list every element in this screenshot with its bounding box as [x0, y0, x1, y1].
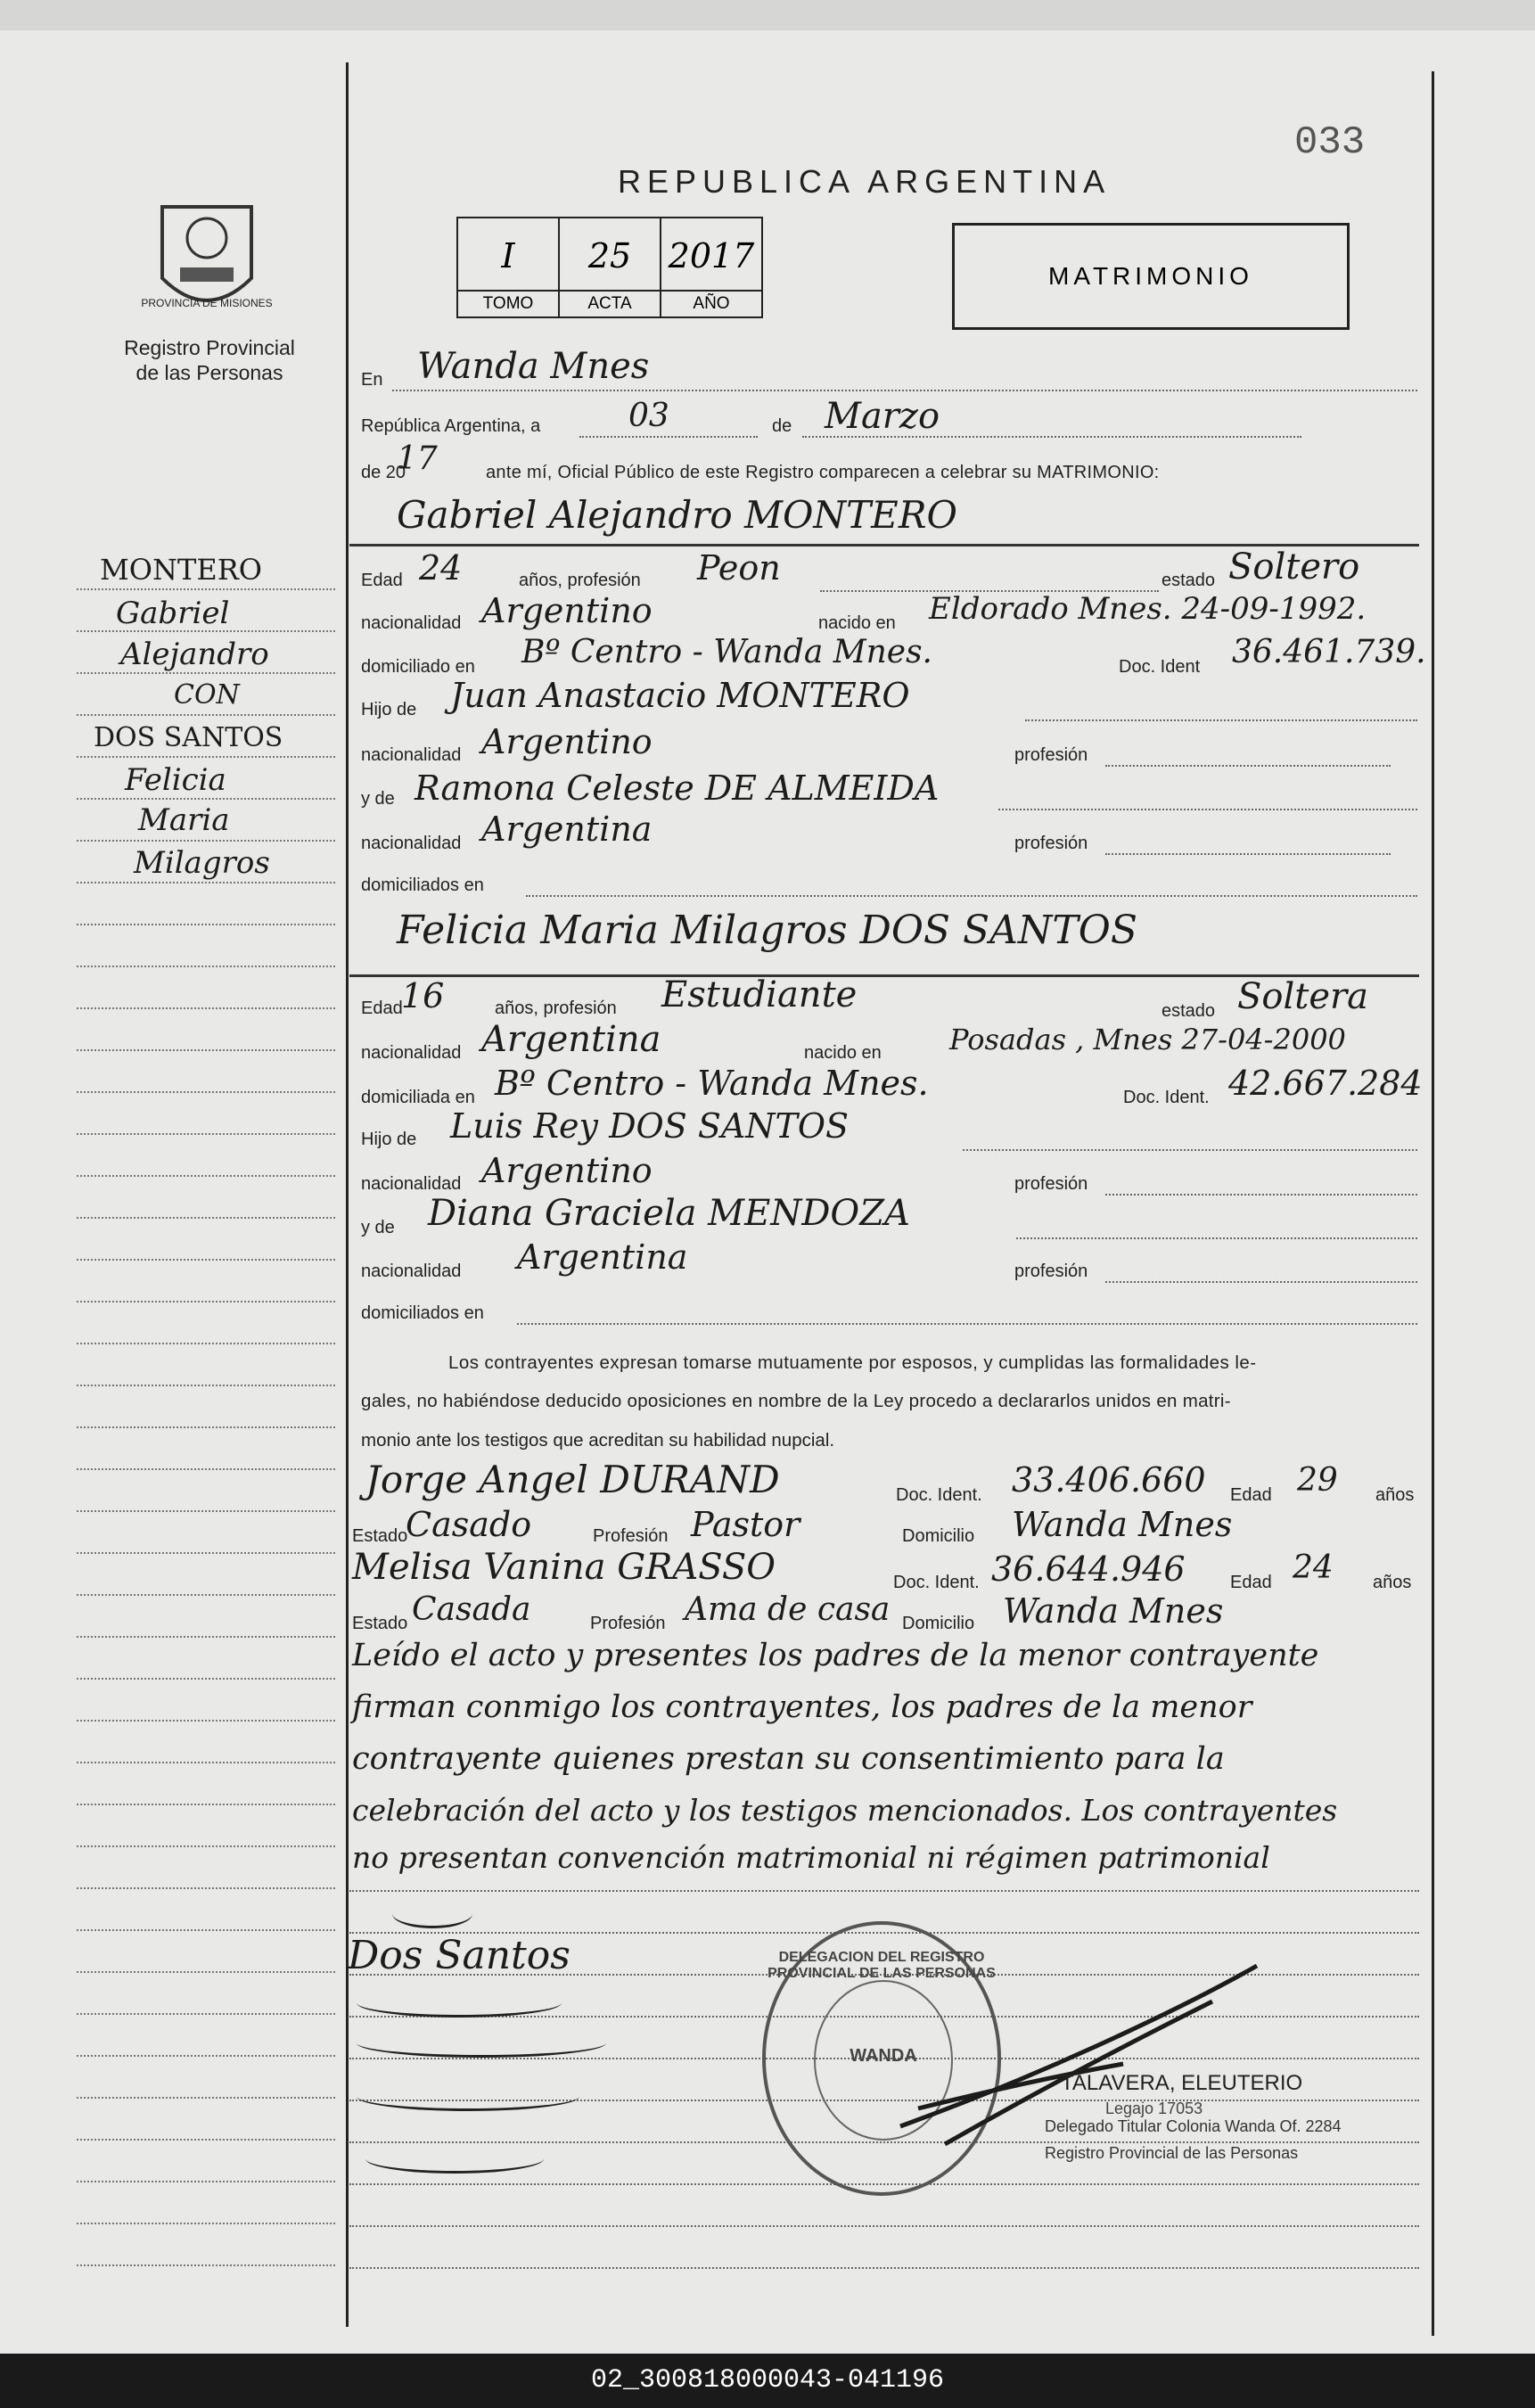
- groom-domicile: Bº Centro - Wanda Mnes.: [521, 634, 933, 670]
- groom-doc-label: Doc. Ident: [1119, 657, 1201, 677]
- acta-box: [560, 218, 661, 316]
- witness1-prof-label: Profesión: [593, 1526, 669, 1546]
- record-type-box: MATRIMONIO: [952, 223, 1350, 330]
- anio-box: [661, 218, 761, 316]
- witness2-doc-label: Doc. Ident.: [893, 1573, 980, 1592]
- bride-father-nat: Argentino: [481, 1151, 653, 1190]
- margin-ruled-line: [77, 2181, 335, 2182]
- groom-birth: Eldorado Mnes. 24-09-1992.: [929, 591, 1367, 627]
- anio-value: 2017: [668, 236, 755, 275]
- bride-mother-nat-label: nacionalidad: [361, 1262, 462, 1281]
- notes-line3: contrayente quienes prestan su consentimiento para la: [352, 1741, 1225, 1777]
- bride-name: Felicia Maria Milagros DOS SANTOS: [397, 908, 1137, 953]
- notes-line4: celebración del acto y los testigos mencionados. Los contrayentes: [352, 1793, 1338, 1828]
- acta-label: ACTA: [560, 290, 660, 316]
- groom-father-label: Hijo de: [361, 700, 417, 719]
- page-title: REPUBLICA ARGENTINA: [618, 163, 1112, 200]
- groom-status-label: estado: [1162, 571, 1216, 590]
- groom-name: Gabriel Alejandro MONTERO: [397, 493, 957, 537]
- groom-mother-prof-label: profesión: [1014, 834, 1088, 853]
- margin-ruled-line: [77, 2097, 335, 2099]
- margin-name2: Alejandro: [120, 637, 269, 672]
- witness1-name: Jorge Angel DURAND: [365, 1458, 780, 1501]
- groom-prof-label: años, profesión: [519, 571, 641, 590]
- bride-profession: Estudiante: [661, 974, 858, 1015]
- scan-id-footer: 02_300818000043-041196: [0, 2354, 1535, 2408]
- book-reference: [456, 217, 763, 318]
- groom-nationality: Argentino: [481, 591, 653, 630]
- witness1-doc-label: Doc. Ident.: [896, 1485, 982, 1505]
- signature-3: [357, 1988, 562, 2018]
- margin-ruled-line: [77, 714, 335, 716]
- bride-father-label: Hijo de: [361, 1130, 417, 1149]
- margin-ruled-line: [77, 882, 335, 883]
- margin-ruled-line: [77, 756, 335, 758]
- bride-age: 16: [401, 976, 445, 1015]
- bride-father-prof-label: profesión: [1014, 1174, 1088, 1194]
- bride-parents-dom-label: domiciliados en: [361, 1303, 484, 1323]
- margin-ruled-line: [77, 1594, 335, 1596]
- bride-father: Luis Rey DOS SANTOS: [450, 1106, 850, 1146]
- groom-mother: Ramona Celeste DE ALMEIDA: [415, 768, 940, 808]
- margin-ruled-line: [77, 1343, 335, 1344]
- notes-line5: no presentan convención matrimonial ni régimen patrimonial: [352, 1840, 1270, 1875]
- groom-parents-dom-label: domiciliados en: [361, 875, 484, 895]
- groom-age-label: Edad: [361, 571, 403, 590]
- margin-ruled-line: [77, 798, 335, 800]
- acta-value: 25: [587, 236, 632, 275]
- margin-ruled-line: [77, 1007, 335, 1009]
- bride-status: Soltera: [1237, 976, 1368, 1017]
- ruled-line: [349, 2267, 1419, 2269]
- margin-ruled-line: [77, 1845, 335, 1847]
- groom-birth-label: nacido en: [818, 613, 896, 633]
- witness2-anos-label: años: [1373, 1573, 1412, 1592]
- anio-label: AÑO: [661, 290, 761, 316]
- stamp-center: WANDA: [850, 2046, 917, 2066]
- margin-ruled-line: [77, 1426, 335, 1428]
- bride-mother-prof-label: profesión: [1014, 1262, 1088, 1281]
- bride-nat-label: nacionalidad: [361, 1043, 462, 1063]
- ruled-line: [349, 1890, 1419, 1892]
- margin-ruled-line: [77, 2264, 335, 2266]
- margin-ruled-line: [77, 1636, 335, 1638]
- agency-line1: Registro Provincial: [124, 336, 295, 359]
- margin-ruled-line: [77, 1217, 335, 1219]
- agency-line2: de las Personas: [135, 361, 283, 384]
- signature-1: [392, 1899, 472, 1928]
- notes-line2: firman conmigo los contrayentes, los padres de la menor: [352, 1689, 1252, 1725]
- marriage-day: 03: [628, 398, 669, 434]
- margin-ruled-line: [77, 1720, 335, 1722]
- bride-mother: Diana Graciela MENDOZA: [428, 1193, 910, 1234]
- groom-doc: 36.461.739.: [1232, 634, 1426, 670]
- witness1-dom-label: Domicilio: [902, 1526, 975, 1546]
- marriage-year: 17: [397, 440, 438, 477]
- margin-name5: Milagros: [134, 845, 270, 881]
- en-label: En: [361, 370, 383, 390]
- margin-ruled-line: [77, 1762, 335, 1763]
- margin-ruled-line: [77, 2223, 335, 2224]
- witness2-profession: Ama de casa: [685, 1591, 891, 1628]
- margin-ruled-line: [77, 2055, 335, 2057]
- tomo-value: I: [501, 236, 515, 275]
- margin-ruled-line: [77, 1385, 335, 1386]
- groom-age: 24: [419, 548, 463, 588]
- bride-father-nat-label: nacionalidad: [361, 1174, 462, 1194]
- margin-con: CON: [174, 679, 240, 711]
- groom-father: Juan Anastacio MONTERO: [450, 676, 910, 715]
- margin-ruled-line: [77, 1091, 335, 1093]
- margin-ruled-line: [77, 1301, 335, 1303]
- margin-ruled-line: [77, 1049, 335, 1051]
- margin-name4: Maria: [138, 802, 230, 838]
- witness2-age-label: Edad: [1230, 1573, 1272, 1592]
- witness1-status-label: Estado: [352, 1526, 408, 1546]
- witness1-profession: Pastor: [691, 1505, 800, 1544]
- marriage-month: Marzo: [825, 396, 940, 437]
- groom-mother-nat: Argentina: [481, 810, 653, 849]
- tomo-box: [458, 218, 560, 316]
- groom-mother-nat-label: nacionalidad: [361, 834, 462, 853]
- marriage-place: Wanda Mnes: [417, 346, 650, 387]
- declaration-line1: Los contrayentes expresan tomarse mutuamente por esposos, y cumplidas las formalidades le-: [448, 1352, 1257, 1373]
- groom-nat-label: nacionalidad: [361, 613, 462, 633]
- margin-ruled-line: [77, 924, 335, 925]
- witness1-status: Casado: [406, 1505, 532, 1544]
- tomo-label: TOMO: [458, 290, 558, 316]
- bride-mother-nat: Argentina: [517, 1237, 688, 1277]
- bride-age-label: Edad: [361, 999, 403, 1018]
- official-name: TALAVERA, ELEUTERIO: [1061, 2071, 1303, 2095]
- witness2-status-label: Estado: [352, 1614, 408, 1633]
- seal-text: PROVINCIA DE MISIONES: [141, 297, 273, 309]
- republica-label: República Argentina, a: [361, 416, 541, 436]
- year-prefix: de 20: [361, 463, 406, 482]
- margin-ruled-line: [77, 2139, 335, 2141]
- bride-dom-label: domiciliada en: [361, 1088, 475, 1107]
- witness2-prof-label: Profesión: [590, 1614, 666, 1633]
- margin-ruled-line: [77, 672, 335, 674]
- misiones-seal-icon: [141, 198, 273, 323]
- witness2-age: 24: [1293, 1549, 1334, 1586]
- bride-birth: Posadas , Mnes 27-04-2000: [949, 1023, 1346, 1056]
- signature-6: [365, 2144, 544, 2174]
- right-border: [1432, 71, 1434, 2336]
- witness2-domicile: Wanda Mnes: [1003, 1591, 1224, 1631]
- bride-prof-label: años, profesión: [495, 999, 617, 1018]
- margin-ruled-line: [77, 966, 335, 967]
- margin-ruled-line: [77, 1929, 335, 1931]
- groom-father-nat: Argentino: [481, 722, 653, 761]
- witness2-status: Casada: [412, 1591, 531, 1628]
- margin-ruled-line: [77, 1468, 335, 1470]
- witness1-domicile: Wanda Mnes: [1012, 1505, 1233, 1544]
- signature-5: [357, 2082, 579, 2111]
- margin-name1: Gabriel: [116, 596, 230, 631]
- witness1-age: 29: [1297, 1462, 1338, 1499]
- bride-nationality: Argentina: [481, 1019, 661, 1060]
- de-label: de: [772, 416, 792, 436]
- stamp-ring: DELEGACION DEL REGISTRO PROVINCIAL DE LAS PERSONAS: [768, 1950, 996, 1981]
- groom-dom-label: domiciliado en: [361, 657, 475, 677]
- signature-4: [357, 2028, 606, 2058]
- groom-father-nat-label: nacionalidad: [361, 745, 462, 765]
- signature-2: Dos Santos: [348, 1933, 570, 1978]
- ruled-line: [349, 2225, 1419, 2227]
- declaration-line2: gales, no habiéndose deducido oposiciones en nombre de la Ley procedo a declararlos unidos en matri-: [361, 1391, 1231, 1411]
- witness2-doc: 36.644.946: [991, 1549, 1186, 1589]
- bride-domicile: Bº Centro - Wanda Mnes.: [495, 1064, 929, 1103]
- official-legajo: Legajo 17053: [1105, 2100, 1203, 2117]
- margin-ruled-line: [77, 1971, 335, 1973]
- witness2-dom-label: Domicilio: [902, 1614, 975, 1633]
- witness1-anos-label: años: [1375, 1485, 1415, 1505]
- witness2-name: Melisa Vanina GRASSO: [352, 1547, 776, 1588]
- groom-mother-label: y de: [361, 789, 395, 809]
- notes-line1: Leído el acto y presentes los padres de la menor contrayente: [352, 1638, 1319, 1673]
- bride-status-label: estado: [1162, 1001, 1216, 1021]
- margin-surname2: DOS SANTOS: [94, 722, 283, 753]
- margin-ruled-line: [77, 1552, 335, 1554]
- witness1-age-label: Edad: [1230, 1485, 1272, 1505]
- margin-surname1: MONTERO: [100, 553, 263, 587]
- margin-name3: Felicia: [125, 762, 226, 798]
- margin-ruled-line: [77, 1175, 335, 1177]
- groom-father-prof-label: profesión: [1014, 745, 1088, 765]
- bride-birth-label: nacido en: [804, 1043, 882, 1063]
- margin-ruled-line: [77, 1887, 335, 1889]
- witness1-doc: 33.406.660: [1012, 1460, 1206, 1500]
- margin-ruled-line: [77, 1510, 335, 1512]
- margin-ruled-line: [77, 588, 335, 590]
- intro-text: ante mí, Oficial Público de este Registro comparecen a celebrar su MATRIMONIO:: [486, 463, 1160, 482]
- margin-ruled-line: [77, 1678, 335, 1680]
- margin-ruled-line: [77, 840, 335, 842]
- groom-profession: Peon: [697, 548, 781, 588]
- groom-status: Soltero: [1228, 547, 1360, 588]
- scan-edge: [0, 0, 1535, 30]
- bride-mother-label: y de: [361, 1218, 395, 1237]
- bride-doc-label: Doc. Ident.: [1123, 1088, 1210, 1107]
- margin-ruled-line: [77, 1133, 335, 1135]
- declaration-line3: monio ante los testigos que acreditan su habilidad nupcial.: [361, 1430, 835, 1451]
- official-agency: Registro Provincial de las Personas: [1045, 2144, 1299, 2162]
- margin-ruled-line: [77, 1259, 335, 1261]
- official-role: Delegado Titular Colonia Wanda Of. 2284: [1045, 2117, 1342, 2135]
- page-number: 033: [1294, 120, 1366, 165]
- margin-ruled-line: [77, 1804, 335, 1805]
- margin-line: [346, 62, 349, 2327]
- margin-ruled-line: [77, 2013, 335, 2015]
- bride-doc: 42.667.284: [1228, 1064, 1423, 1103]
